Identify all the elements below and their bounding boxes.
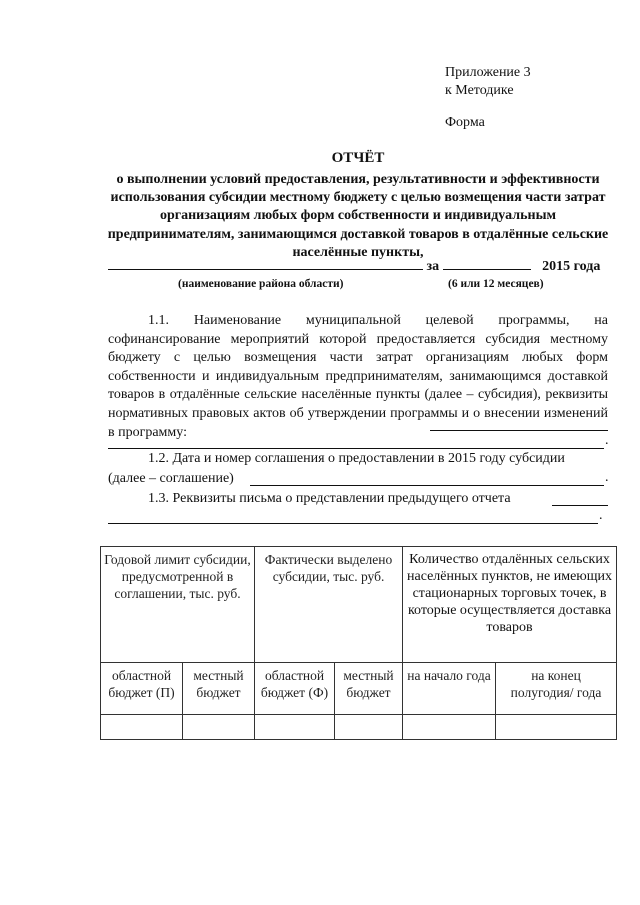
subheader-regional-budget-p: областной бюджет (П) xyxy=(101,663,183,715)
paragraph-1-2-a: 1.2. Дата и номер соглашения о предоставлении в 2015 году субсидии xyxy=(148,451,565,466)
dot-3: . xyxy=(599,508,603,523)
hint-district: (наименование района области) xyxy=(178,278,344,290)
report-subtitle: о выполнении условий предоставления, результативности и эффективности использования субсидии местному бюджету с целью возмещения части затрат организациям любых форм собственности и индивидуальным предпринимателям, занимающимся доставкой товаров в отдалённые сельские населённые пункты, xyxy=(107,172,609,260)
paragraph-1-1-text: 1.1. Наименование муниципальной целевой программы, на софинансирование мероприятий которой предоставляется субсидия местному бюджету с целью возмещения части затрат организациям любых форм собственности и индивидуальным предпринимателям, занимающимся доставкой товаров в отдалённые сельские населённые пункты (далее – субсидия), реквизиты нормативных правовых актов об утверждении программы и о внесении изменений в программу: xyxy=(108,313,608,440)
table-subheader-row xyxy=(101,663,617,715)
cell-end-period[interactable] xyxy=(496,715,617,740)
letter-blank-1[interactable] xyxy=(552,505,608,506)
dot-1: . xyxy=(605,433,609,448)
cell-regional-f[interactable] xyxy=(255,715,335,740)
paragraph-1-3: 1.3. Реквизиты письма о представлении предыдущего отчета xyxy=(148,491,511,506)
annex-line-1: Приложение 3 xyxy=(445,65,531,80)
program-blank-1[interactable] xyxy=(430,430,608,431)
subheader-end-of-period: на конец полугодия/ года xyxy=(496,663,617,715)
hint-months: (6 или 12 месяцев) xyxy=(448,278,544,290)
dot-2: . xyxy=(605,470,609,485)
program-blank-2[interactable] xyxy=(108,448,604,449)
table-row xyxy=(101,715,617,740)
header-annual-limit: Годовой лимит субсидии, предусмотренной в соглашении, тыс. руб. xyxy=(101,547,255,663)
agreement-blank[interactable] xyxy=(250,485,604,486)
district-blank[interactable] xyxy=(108,257,423,270)
cell-start-year[interactable] xyxy=(403,715,496,740)
subsidy-table xyxy=(100,546,617,740)
months-blank[interactable] xyxy=(443,257,531,270)
cell-local-2[interactable] xyxy=(335,715,403,740)
cell-local-1[interactable] xyxy=(183,715,255,740)
table-header-row xyxy=(101,547,617,663)
year-label: 2015 года xyxy=(542,259,601,274)
subheader-regional-budget-f: областной бюджет (Ф) xyxy=(255,663,335,715)
annex-line-2: к Методике xyxy=(445,83,514,98)
letter-blank-2[interactable] xyxy=(108,523,598,524)
annex-header xyxy=(445,64,531,100)
form-label: Форма xyxy=(445,115,485,130)
paragraph-1-2-b: (далее – соглашение) xyxy=(108,471,234,486)
za-label: за xyxy=(426,259,440,274)
paragraph-1-1 xyxy=(108,312,608,442)
header-settlements-count: Количество отдалённых сельских населённых пунктов, не имеющих стационарных торговых точек, в которые осуществляется доставка товаров xyxy=(403,547,617,663)
subheader-local-budget-2: местный бюджет xyxy=(335,663,403,715)
report-title: ОТЧЁТ xyxy=(331,150,385,166)
subheader-start-of-year: на начало года xyxy=(403,663,496,715)
period-line xyxy=(108,257,600,277)
subheader-local-budget-1: местный бюджет xyxy=(183,663,255,715)
header-actual-allocated: Фактически выделено субсидии, тыс. руб. xyxy=(255,547,403,663)
cell-regional-p[interactable] xyxy=(101,715,183,740)
